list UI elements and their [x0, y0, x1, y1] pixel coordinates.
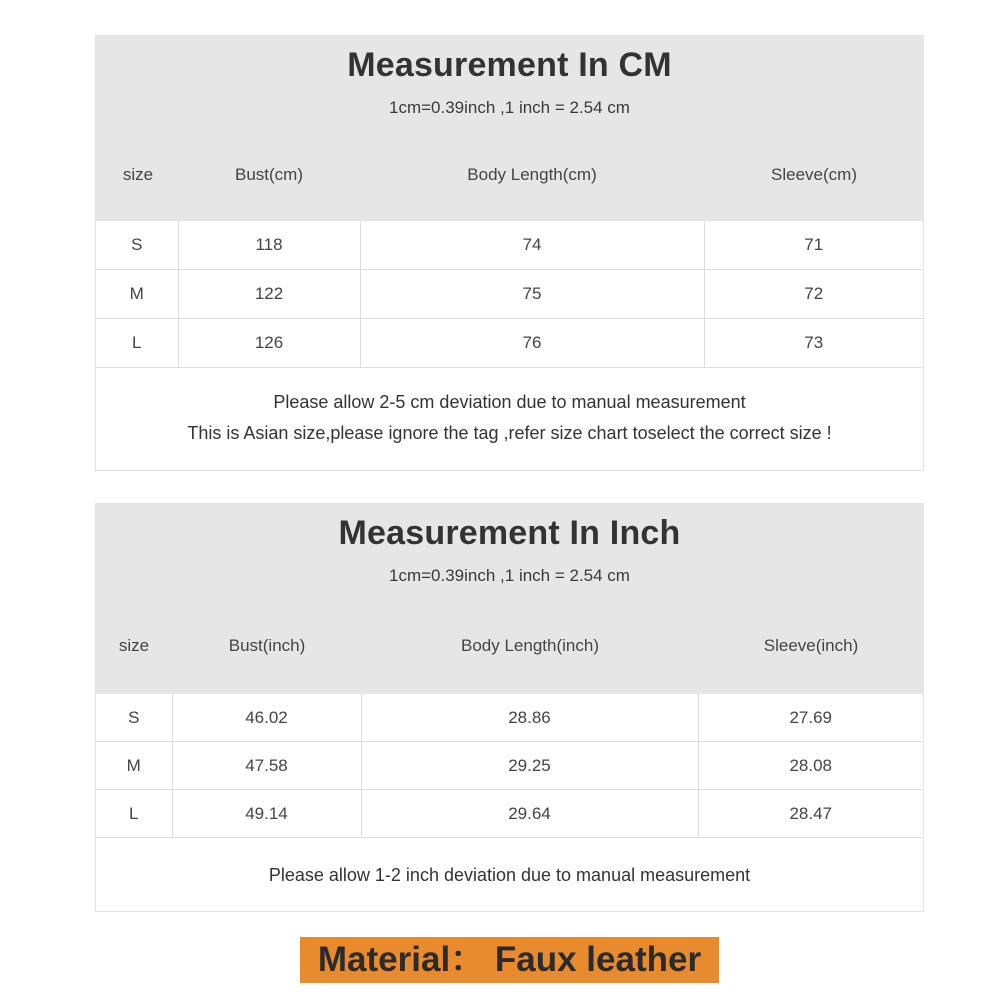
inch-cell-body-length: 29.64	[361, 790, 698, 838]
inch-cell-sleeve: 28.08	[698, 742, 923, 790]
cm-col-bust: Bust(cm)	[235, 165, 303, 184]
cm-col-size: size	[122, 165, 154, 184]
inch-conversion-note: 1cm=0.39inch ,1 inch = 2.54 cm	[389, 566, 630, 585]
inch-deviation-notes	[96, 860, 923, 891]
cm-table-header	[96, 36, 923, 221]
inch-col-size: size	[118, 636, 150, 655]
cm-note-deviation: Please allow 2-5 cm deviation due to manual measurement	[273, 392, 746, 412]
table-row	[96, 790, 923, 838]
inch-cell-body-length: 28.86	[361, 694, 698, 742]
inch-cell-size: L	[96, 790, 172, 838]
inch-size-chart	[95, 503, 924, 912]
cm-table-body	[96, 221, 923, 368]
inch-col-bust: Bust(inch)	[228, 636, 306, 655]
inch-cell-bust: 47.58	[172, 742, 361, 790]
cm-table-title: Measurement In CM	[347, 46, 672, 84]
table-row	[96, 270, 923, 319]
cm-cell-body-length: 76	[360, 319, 704, 368]
inch-cell-sleeve: 27.69	[698, 694, 923, 742]
cm-col-body-length: Body Length(cm)	[467, 165, 597, 184]
inch-cell-bust: 49.14	[172, 790, 361, 838]
cm-cell-body-length: 75	[360, 270, 704, 319]
inch-cell-size: M	[96, 742, 172, 790]
cm-cell-size: S	[96, 221, 178, 270]
cm-cell-size: M	[96, 270, 178, 319]
material-label: Material： Faux leather	[300, 937, 719, 983]
cm-cell-sleeve: 71	[704, 221, 923, 270]
cm-note-asian-size: This is Asian size,please ignore the tag ,refer size chart toselect the correct size !	[187, 423, 832, 443]
inch-col-body-length: Body Length(inch)	[461, 636, 599, 655]
inch-table-body	[96, 694, 923, 838]
cm-cell-bust: 126	[178, 319, 360, 368]
cm-cell-bust: 122	[178, 270, 360, 319]
table-row	[96, 742, 923, 790]
table-row	[96, 319, 923, 368]
cm-conversion-note: 1cm=0.39inch ,1 inch = 2.54 cm	[389, 98, 630, 117]
cm-cell-body-length: 74	[360, 221, 704, 270]
inch-cell-size: S	[96, 694, 172, 742]
table-row	[96, 694, 923, 742]
cm-cell-sleeve: 72	[704, 270, 923, 319]
cm-cell-bust: 118	[178, 221, 360, 270]
inch-col-sleeve: Sleeve(inch)	[763, 636, 859, 655]
cm-size-chart	[95, 35, 924, 471]
inch-cell-bust: 46.02	[172, 694, 361, 742]
inch-note-deviation: Please allow 1-2 inch deviation due to manual measurement	[268, 865, 751, 885]
inch-table-header	[96, 504, 923, 694]
cm-cell-sleeve: 73	[704, 319, 923, 368]
cm-deviation-notes	[96, 387, 923, 449]
cm-cell-size: L	[96, 319, 178, 368]
table-row	[96, 221, 923, 270]
cm-col-sleeve: Sleeve(cm)	[771, 165, 857, 184]
inch-table-title: Measurement In Inch	[338, 514, 681, 552]
inch-cell-body-length: 29.25	[361, 742, 698, 790]
inch-cell-sleeve: 28.47	[698, 790, 923, 838]
